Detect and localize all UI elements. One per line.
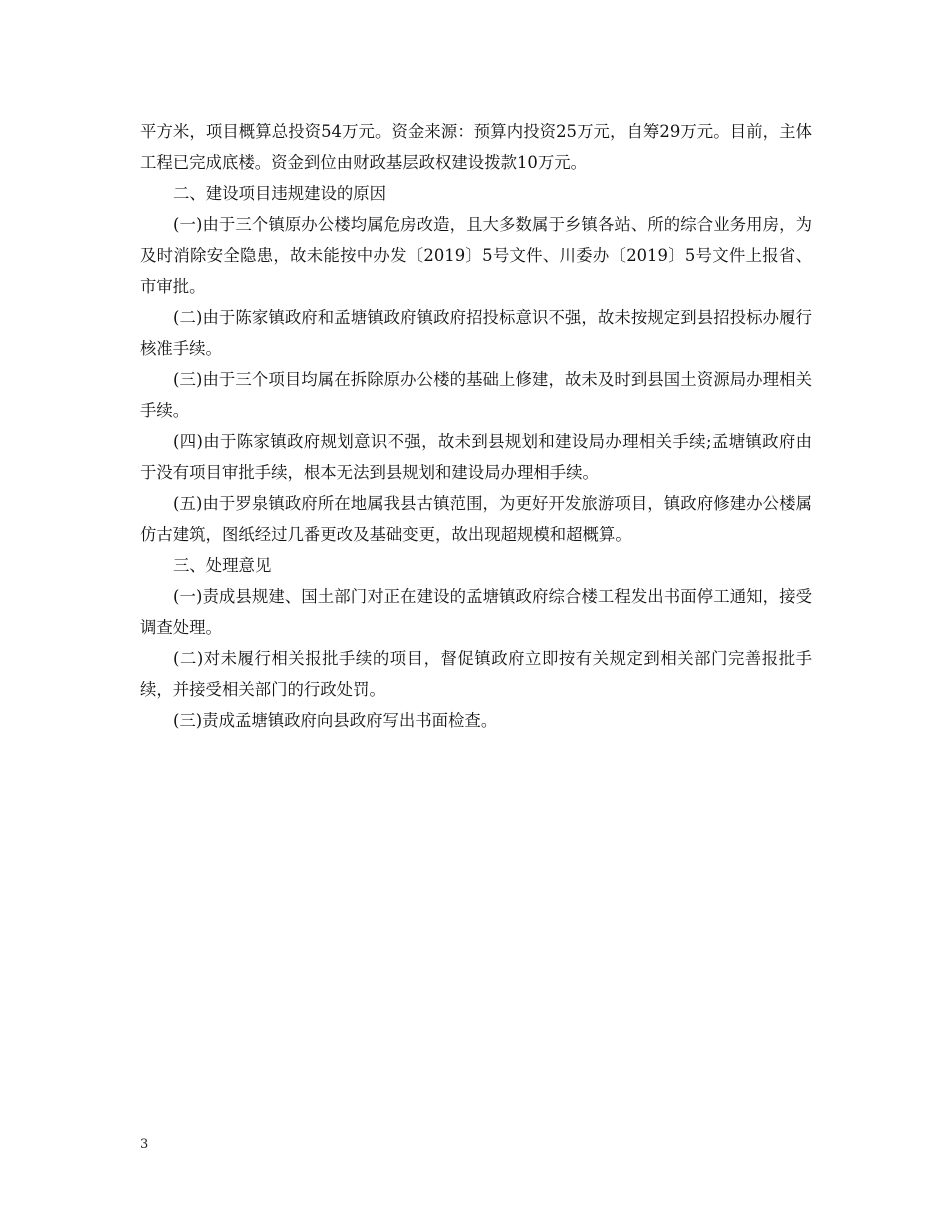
paragraph-cause-1: (一)由于三个镇原办公楼均属危房改造，且大多数属于乡镇各站、所的综合业务用房，为及时消除安全隐患，故未能按中办发〔2019〕5号文件、川委办〔2019〕5号文件上报省、市审批。 bbox=[140, 215, 812, 296]
paragraph-opinion-1: (一)责成县规建、国土部门对正在建设的孟塘镇政府综合楼工程发出书面停工通知，接受调查处理。 bbox=[140, 587, 812, 637]
paragraph-cause-5: (五)由于罗泉镇政府所在地属我县古镇范围，为更好开发旅游项目，镇政府修建办公楼属仿古建筑，图纸经过几番更改及基础变更，故出现超规模和超概算。 bbox=[140, 494, 812, 544]
section-heading-violation-causes: 二、建设项目违规建设的原因 bbox=[173, 184, 387, 203]
paragraph-cause-3: (三)由于三个项目均属在拆除原办公楼的基础上修建，故未及时到县国土资源局办理相关手续。 bbox=[140, 370, 812, 420]
section-heading-handling-opinions: 三、处理意见 bbox=[173, 556, 272, 575]
paragraph-opinion-2: (二)对未履行相关报批手续的项目，督促镇政府立即按有关规定到相关部门完善报批手续，并接受相关部门的行政处罚。 bbox=[140, 649, 812, 699]
page-number: 3 bbox=[140, 1137, 149, 1152]
paragraph-continuation: 平方米，项目概算总投资54万元。资金来源：预算内投资25万元，自筹29万元。目前，主体工程已完成底楼。资金到位由财政基层政权建设拨款10万元。 bbox=[140, 122, 812, 172]
document-body bbox=[140, 116, 812, 736]
paragraph-cause-4: (四)由于陈家镇政府规划意识不强，故未到县规划和建设局办理相关手续;孟塘镇政府由于没有项目审批手续，根本无法到县规划和建设局办理相手续。 bbox=[140, 432, 812, 482]
paragraph-cause-2: (二)由于陈家镇政府和孟塘镇政府镇政府招投标意识不强，故未按规定到县招投标办履行核准手续。 bbox=[140, 308, 812, 358]
paragraph-opinion-3: (三)责成孟塘镇政府向县政府写出书面检查。 bbox=[173, 711, 498, 730]
